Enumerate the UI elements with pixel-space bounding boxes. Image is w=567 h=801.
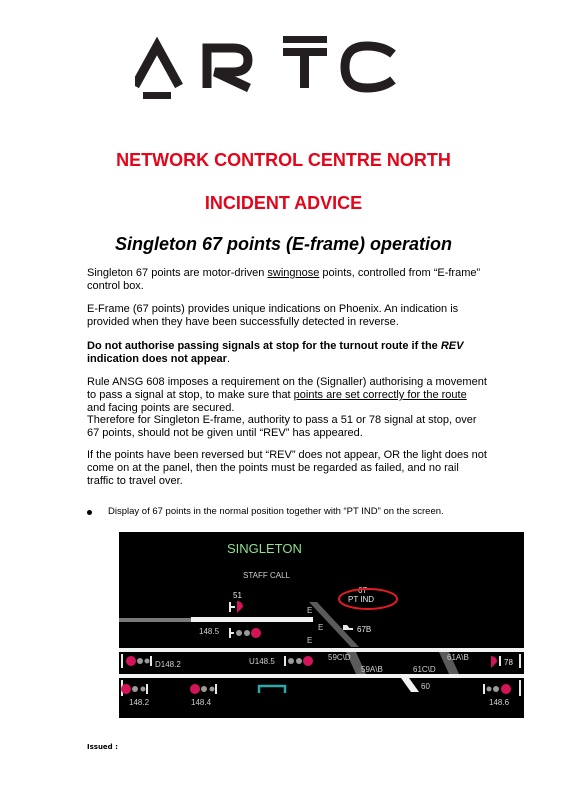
track-siding (191, 617, 313, 622)
signal-u148-5-head (303, 656, 313, 666)
bullet-item: Display of 67 points in the normal position together with “PT IND” on the screen. (108, 506, 444, 517)
points-61ab-label: 61A\B (447, 653, 469, 662)
issued-label: Issued : (87, 743, 118, 751)
signal-d148-2-head (126, 656, 136, 666)
main-track-down (119, 674, 524, 678)
staff-call-label: STAFF CALL (243, 571, 290, 580)
signal-148-5-head (251, 628, 261, 638)
signal-148-4-head (190, 684, 200, 694)
paragraph-1: Singleton 67 points are motor-driven swingnose points, controlled from “E-frame” control box. (87, 267, 481, 292)
signal-d148-2-label: D148.2 (155, 660, 181, 669)
track-grey (119, 618, 191, 622)
e-label-2: E (318, 623, 324, 632)
artc-logo (135, 36, 397, 106)
points-61cd-label: 61C\D (413, 665, 436, 674)
signal-148-2-label: 148.2 (129, 698, 150, 707)
signal-148-2-head (121, 684, 131, 694)
paragraph-4: Rule ANSG 608 imposes a requirement on the (Signaller) authorising a movement to pass a signal at stop, to make sure that points are set correctly for the route and facing points are secured. (87, 376, 487, 414)
station-name: SINGLETON (227, 541, 302, 556)
signal-148-6-label: 148.6 (489, 698, 510, 707)
phoenix-screen-diagram (119, 532, 524, 718)
points-59cd-label: 59C\D (328, 653, 351, 662)
document-title: Singleton 67 points (E-frame) operation (114, 234, 453, 254)
paragraph-5: Therefore for Singleton E-frame, authority to pass a 51 or 78 signal at stop, over 67 points, should not be given until “REV” has appeared. (87, 414, 477, 439)
signal-148-5-label: 148.5 (199, 627, 220, 636)
points-60-label: 60 (421, 682, 430, 691)
incident-heading: INCIDENT ADVICE (204, 193, 363, 213)
bullet-icon (87, 510, 92, 515)
centre-heading: NETWORK CONTROL CENTRE NORTH (116, 150, 451, 170)
points-number-label: 67 (358, 586, 367, 595)
signal-u148-5-label: U148.5 (249, 657, 275, 666)
signal-51-label: 51 (233, 591, 242, 600)
paragraph-6: If the points have been reversed but “REV” does not appear, OR the light does not come on at the panel, then the points must be regarded as failed, and no rail traffic to travel over. (87, 449, 487, 487)
main-track-up (119, 648, 524, 652)
signal-148-4-label: 148.4 (191, 698, 212, 707)
pt-ind-label: PT IND (348, 595, 375, 604)
paragraph-2: E-Frame (67 points) provides unique indications on Phoenix. An indication is provided when they have been successfully detected in reverse. (87, 303, 459, 328)
signal-148-6-head (501, 684, 511, 694)
signal-78-label: 78 (504, 658, 513, 667)
points-59ab-label: 59A\B (361, 665, 383, 674)
signal-67b-label: 67B (357, 625, 372, 634)
e-label-3: E (307, 636, 313, 645)
e-label-1: E (307, 606, 313, 615)
warning-paragraph: Do not authorise passing signals at stop for the turnout route if the REV indication does not appear. (87, 340, 464, 365)
